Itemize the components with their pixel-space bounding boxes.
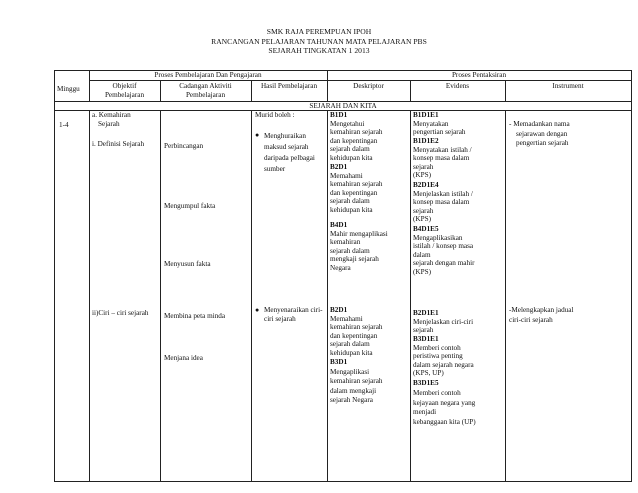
evidens-b1d1e2: B1D1E2 Menyatakan istilah / konsep masa dalam sejarah (KPS): [413, 137, 472, 180]
evidens-b2d1e1: B2D1E1 Menjelaskan ciri-ciri sejarah: [413, 309, 474, 335]
subject-title: SEJARAH TINGKATAN 1 2013: [268, 46, 370, 55]
plan-title: RANCANGAN PELAJARAN TAHUNAN MATA PELAJARAN PBS: [211, 36, 427, 46]
minggu-value: 1-4: [59, 121, 69, 129]
cadangan-menyusun: Menyusun fakta: [164, 260, 211, 268]
evidens-b2d1e4: B2D1E4 Menjelaskan istilah / konsep masa dalam sejarah (KPS): [413, 181, 473, 224]
col-cadangan: Cadangan Aktiviti: [179, 82, 232, 90]
hasil-bullet2: Menyenaraikan ciri- ciri sejarah: [264, 306, 323, 323]
cadangan-menjana: Menjana idea: [164, 354, 203, 362]
school-name: SMK RAJA PEREMPUAN IPOH: [266, 27, 372, 36]
group-pengajaran: Proses Pembelajaran Dan Pengajaran: [154, 71, 262, 79]
section-title: SEJARAH DAN KITA: [309, 101, 377, 110]
evidens-b3d1e5: B3D1E5 Memberi contoh kejayaan negara yang menjadi kebanggaan kita (UP): [413, 379, 476, 427]
deskriptor-b4d1: B4D1 Mahir mengaplikasi kemahiran sejarah dalam mengkaji sejarah Negara: [330, 221, 388, 272]
col-minggu: Minggu: [57, 85, 80, 93]
col-objektif: Objektif: [112, 82, 137, 90]
col-cadangan-line2: Pembelajaran: [185, 91, 226, 99]
lesson-plan-table: [54, 70, 632, 482]
col-instrument: Instrument: [552, 82, 584, 90]
deskriptor-b2d1: B2D1 Memahami kemahiran sejarah dan kepentingan sejarah dalam kehidupan kita: [330, 163, 383, 214]
hasil-bullet1: Menghuraikan maksud sejarah daripada pelbagai sumber: [264, 132, 315, 173]
evidens-b3d1e1: B3D1E1 Memberi contoh peristiwa penting dalam sejarah negara (KPS, UP): [413, 335, 474, 378]
objektif-heading-line2: Sejarah: [98, 120, 120, 128]
instrument-item2: -Melengkapkan jadual ciri-ciri sejarah: [509, 306, 574, 324]
bullet-icon: ●: [255, 306, 260, 314]
cadangan-perbincangan: Perbincangan: [164, 142, 204, 150]
col-objektif-line2: Pembelajaran: [104, 91, 145, 99]
objektif-item-ciri: ii)Ciri – ciri sejarah: [92, 309, 149, 317]
hasil-intro: Murid boleh :: [255, 111, 295, 119]
evidens-b1d1e1: B1D1E1 Menyatakan pengertian sejarah: [413, 111, 466, 137]
col-evidens: Evidens: [445, 82, 470, 90]
evidens-b4d1e5: B4D1E5 Mengaplikasikan istilah / konsep masa dalam sejarah dengan mahir (KPS): [413, 225, 475, 276]
group-pentaksiran: Proses Pentaksiran: [451, 71, 507, 79]
bullet-icon: ●: [255, 131, 260, 139]
cadangan-peta-minda: Membina peta minda: [164, 312, 226, 320]
instrument-item1: - Memadankan nama sejarawan dengan pengertian sejarah: [509, 120, 570, 148]
objektif-heading: a. Kemahiran: [92, 111, 131, 119]
deskriptor-b3d1: B3D1 Mengaplikasi kemahiran sejarah dalam mengkaji sejarah Negara: [330, 358, 383, 405]
col-deskriptor: Deskriptor: [353, 82, 384, 90]
objektif-item-definisi: i. Definisi Sejarah: [92, 140, 145, 148]
col-hasil: Hasil Pembelajaran: [260, 82, 318, 90]
deskriptor-b2d1-ciri: B2D1 Memahami kemahiran sejarah dan kepentingan sejarah dalam kehidupan kita: [330, 306, 383, 357]
cadangan-mengumpul: Mengumpul fakta: [164, 202, 216, 210]
deskriptor-b1d1: B1D1 Mengetahui kemahiran sejarah dan kepentingan sejarah dalam kehidupan kita: [330, 111, 383, 162]
